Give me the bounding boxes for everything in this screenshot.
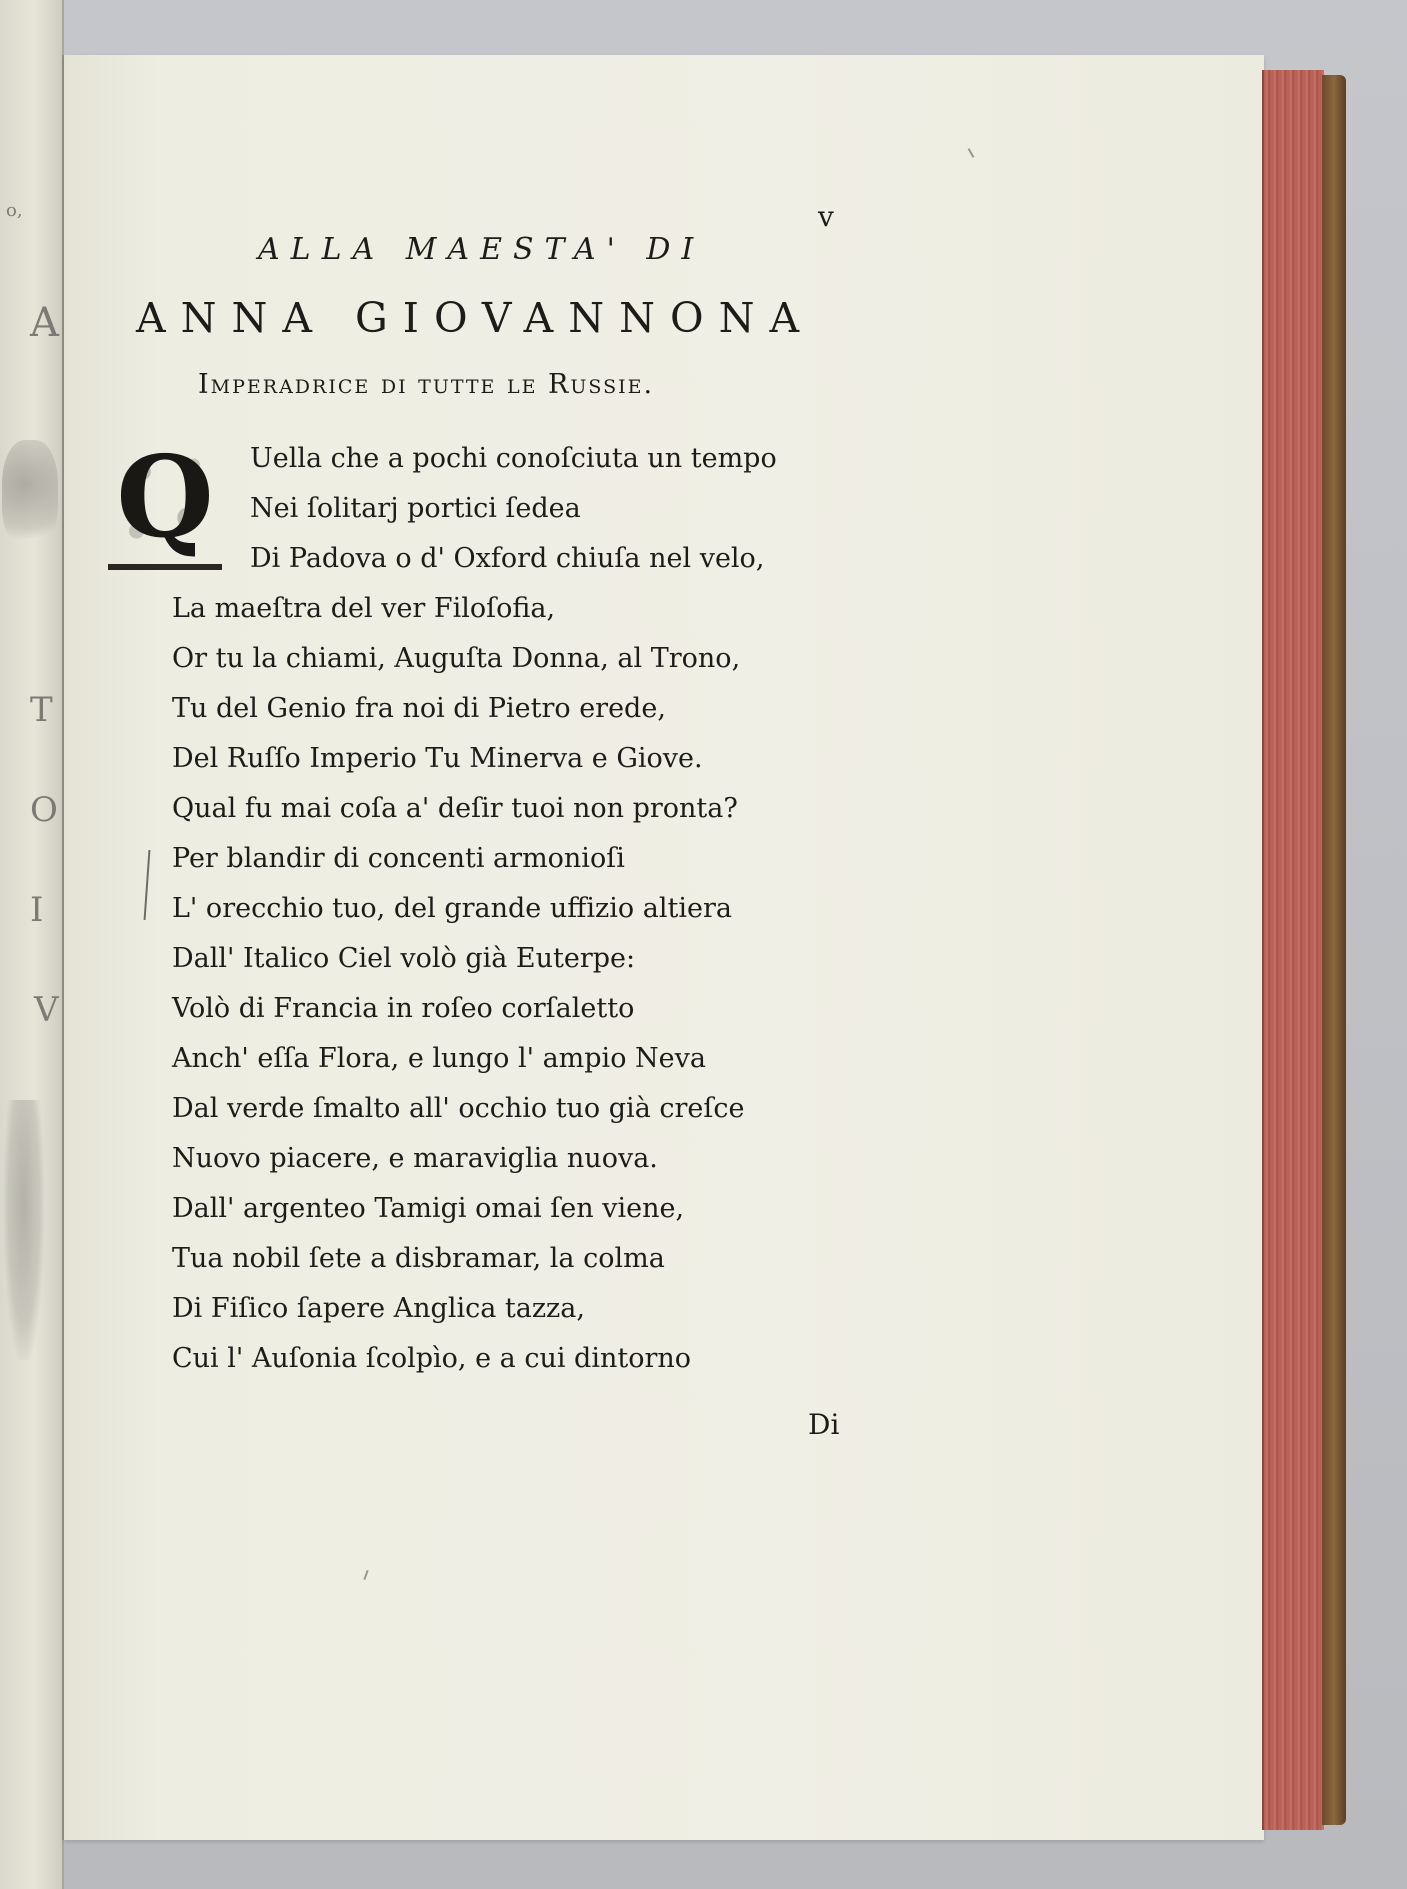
addressee-heading: ANNA GIOVANNONA [136, 294, 815, 342]
facing-page-fragment: T [30, 690, 53, 730]
poem-line: Dall' argenteo Tamigi omai ſen viene, [172, 1193, 685, 1224]
subtitle-line: Imperadrice di tutte le Russie. [198, 369, 655, 400]
ornamental-drop-cap: Q [108, 432, 222, 570]
facing-page-fragment: A [30, 300, 59, 346]
poem-line: Dal verde ſmalto all' occhio tuo già creſce [172, 1093, 745, 1124]
facing-page-fragment: V [34, 990, 59, 1030]
poem-line: Per blandir di concenti armonioſi [172, 843, 625, 874]
poem-line: Qual fu mai coſa a' deſir tuoi non pronta? [172, 793, 738, 824]
poem-line: Anch' eſſa Flora, e lungo l' ampio Neva [172, 1043, 706, 1074]
facing-page-engraving [4, 1100, 44, 1360]
poem-line: Or tu la chiami, Auguſta Donna, al Trono, [172, 643, 741, 674]
catchword: Di [808, 1408, 840, 1441]
page-number: v [818, 200, 834, 233]
dedication-line: ALLA MAESTA' DI [258, 232, 705, 267]
poem-line: Dall' Italico Ciel volò già Euterpe: [172, 943, 636, 974]
poem-line: Nei ſolitarj portici ſedea [250, 493, 581, 524]
poem-line: Di Fiſico ſapere Anglica tazza, [172, 1293, 585, 1324]
poem-line: Nuovo piacere, e maraviglia nuova. [172, 1143, 658, 1174]
facing-page-fragment: O [30, 790, 58, 830]
facing-page-fragment: o, [6, 200, 23, 221]
poem-line: Tua nobil ſete a disbramar, la colma [172, 1243, 665, 1274]
facing-page-edge [0, 0, 64, 1889]
poem-line: L' orecchio tuo, del grande uffizio altiera [172, 893, 732, 924]
facing-page-ornament [2, 440, 58, 550]
book-binding [1322, 75, 1346, 1825]
poem-line: Di Padova o d' Oxford chiuſa nel velo, [250, 543, 765, 574]
poem-line: La maeſtra del ver Filoſofia, [172, 593, 556, 624]
poem-line: Volò di Francia in roſeo corſaletto [172, 993, 635, 1024]
facing-page-fragment: I [30, 890, 44, 930]
poem-line: Uella che a pochi conoſciuta un tempo [250, 443, 777, 474]
poem-line: Cui l' Auſonia ſcolpìo, e a cui dintorno [172, 1343, 692, 1374]
poem-line: Del Ruſſo Imperio Tu Minerva e Giove. [172, 743, 703, 774]
poem-line: Tu del Genio fra noi di Pietro erede, [172, 693, 666, 724]
page-block-edge [1262, 70, 1324, 1830]
